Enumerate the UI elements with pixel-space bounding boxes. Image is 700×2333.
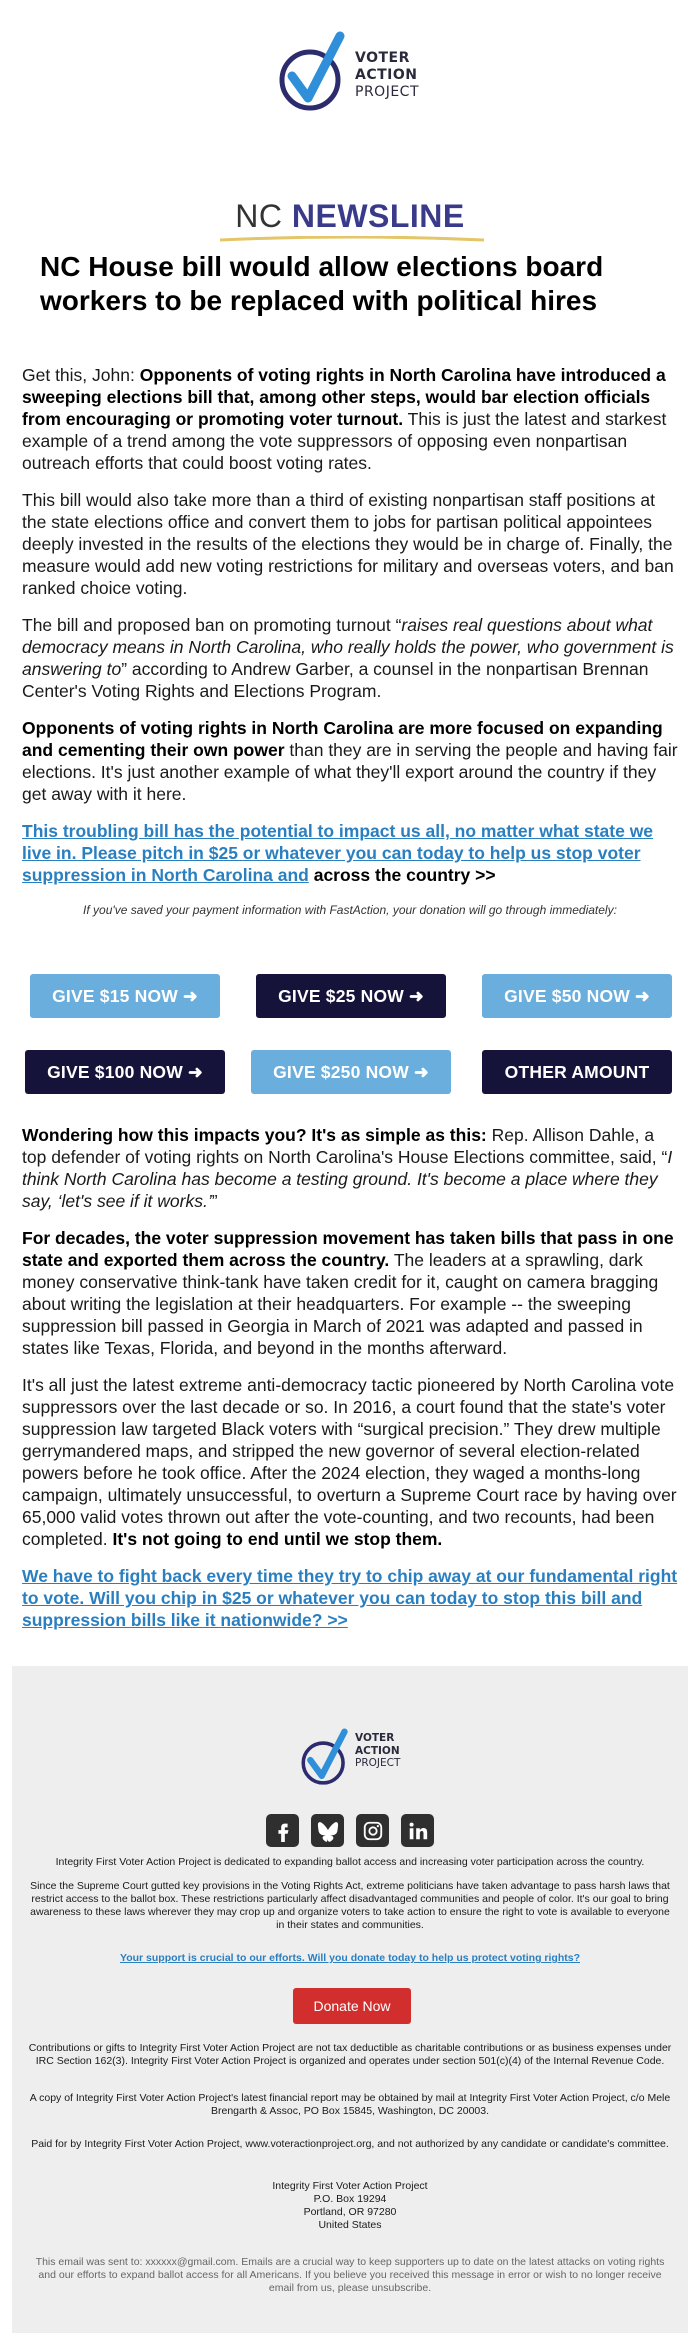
voter-action-project-logo[interactable] bbox=[278, 28, 428, 120]
paragraph-history bbox=[22, 1374, 678, 1550]
fastaction-note: If you've saved your payment information with FastAction, your donation will go through immediately: bbox=[83, 903, 617, 917]
facebook-icon[interactable] bbox=[266, 1814, 299, 1847]
footer-paid-for: Paid for by Integrity First Voter Action Project, www.voteractionproject.org, and not authorized by any candidate or candidate's committee. bbox=[31, 2138, 669, 2150]
logo-line2: ACTION bbox=[355, 67, 418, 83]
decades-text: The leaders at a sprawling, dark money conservative think-tank have taken credit for it, caught on camera bragging about writing the legislation at their headquarters. For example -- the sweeping suppression bill passed in Georgia in March of 2021 was adapted and passed in states like Texas, Florida, and beyond in the months afterward. bbox=[22, 1250, 659, 1358]
donate-now-button[interactable]: Donate Now bbox=[293, 1988, 411, 2024]
give-25-button[interactable]: GIVE $25 NOW ➜ bbox=[256, 974, 446, 1018]
footer-support-link[interactable]: Your support is crucial to our efforts. Will you donate today to help us protect voting rights? bbox=[120, 1952, 580, 1964]
give-250-button[interactable]: GIVE $250 NOW ➜ bbox=[251, 1050, 451, 1094]
decades-bold-text: For decades, the voter suppression movement has taken bills that pass in one state and exported them across the country. bbox=[22, 1228, 674, 1270]
paragraph-power bbox=[22, 717, 678, 805]
footer-logo-line2: ACTION bbox=[355, 1744, 400, 1757]
footer-address-city: Portland, OR 97280 bbox=[303, 2206, 397, 2218]
footer-financial-report: A copy of Integrity First Voter Action Project's latest financial report may be obtained by mail at Integrity First Voter Action Project, c/o Mele Brengarth & Assoc, PO Box 15845, Washington, DC 20003. bbox=[29, 2092, 671, 2117]
paragraph-testing-ground bbox=[22, 1124, 678, 1212]
footer-address-name: Integrity First Voter Action Project bbox=[272, 2180, 428, 2192]
testing-quote-close: ” bbox=[211, 1191, 218, 1211]
paragraph-cta-2 bbox=[22, 1565, 678, 1631]
power-bold-text: Opponents of voting rights in North Carolina are more focused on expanding and cementing their own power bbox=[22, 718, 663, 760]
linkedin-icon[interactable] bbox=[401, 1814, 434, 1847]
testing-text: Rep. Allison Dahle, a top defender of voting rights on North Carolina's House Elections committee, said, “ bbox=[22, 1125, 668, 1167]
newsline-swoosh bbox=[220, 236, 484, 242]
intro-bold-text: Opponents of voting rights in North Carolina have introduced a sweeping elections bill that, among other steps, would bar election officials from encouraging or promoting voter turnout. bbox=[22, 365, 666, 429]
bluesky-icon[interactable] bbox=[311, 1814, 344, 1847]
footer-since: Since the Supreme Court gutted key provisions in the Voting Rights Act, extreme politicians have taken advantage to pass harsh laws that restrict access to the ballot box. These restrictions particularly affect disadvantaged communities and people of color. It's our goal to bring awareness to these laws wherever they may crop up and organize voters to take action to ensure the right to vote is available to everyone in their states and communities. bbox=[30, 1880, 670, 1931]
give-100-button[interactable]: GIVE $100 NOW ➜ bbox=[25, 1050, 225, 1094]
history-bold-text: It's not going to end until we stop them. bbox=[107, 1529, 443, 1549]
footer-address-pobox: P.O. Box 19294 bbox=[313, 2193, 387, 2205]
intro-text: This is just the latest and starkest example of a trend among the vote suppressors of opposing even nonpartisan outreach efforts that could boost voting rates. bbox=[22, 409, 667, 473]
history-text: It's all just the latest extreme anti-democracy tactic pioneered by North Carolina vote suppressors over the last decade or so. In 2016, a court found that the state's voter suppression law targeted Black voters with “surgical precision.” They drew multiple gerrymandered maps, and stripped the new governor of several election-related powers before he took office. After the 2024 election, they waged a months-long campaign, ultimately unsuccessful, to overturn a Supreme Court race by having over 65,000 valid votes thrown out after the vote-counting, and two recounts, had been completed. bbox=[22, 1375, 677, 1549]
other-amount-button[interactable]: OTHER AMOUNT bbox=[482, 1050, 672, 1094]
donate-link-1[interactable]: This troubling bill has the potential to impact us all, no matter what state we live in. Please pitch in $25 or whatever you can today to help us stop voter suppression in North Carolina and bbox=[22, 821, 654, 885]
logo-line3: PROJECT bbox=[355, 84, 419, 100]
paragraph-cta-1 bbox=[22, 820, 678, 886]
paragraph-intro bbox=[22, 364, 678, 474]
social-icons bbox=[266, 1814, 438, 1848]
newsline-header bbox=[0, 198, 700, 235]
footer-checkmark-logo-icon bbox=[300, 1726, 352, 1790]
quote-attribution: ” according to Andrew Garber, a counsel in the nonpartisan Brennan Center's Voting Rights and Elections Program. bbox=[22, 659, 649, 701]
power-text: than they are in serving the people and having fair elections. It's just another example of what they'll export around the country if they get away with it here. bbox=[22, 740, 678, 804]
footer-address-country: United States bbox=[318, 2219, 382, 2231]
footer-logo-line3: PROJECT bbox=[355, 1757, 401, 1769]
greeting-text: Get this, John: bbox=[22, 365, 140, 385]
footer-mission: Integrity First Voter Action Project is dedicated to expanding ballot access and increasing voter participation across the country. bbox=[55, 1856, 645, 1868]
testing-bold-text: Wondering how this impacts you? It's as simple as this: bbox=[22, 1125, 487, 1145]
give-50-button[interactable]: GIVE $50 NOW ➜ bbox=[482, 974, 672, 1018]
footer-logo-line1: VOTER bbox=[355, 1732, 395, 1744]
newsline-name: NEWSLINE bbox=[291, 198, 465, 234]
quote-lead: The bill and proposed ban on promoting turnout “ bbox=[22, 615, 402, 635]
checkmark-logo-icon bbox=[278, 28, 350, 118]
donate-link-2[interactable]: We have to fight back every time they try to chip away at our fundamental right to vote. Will you chip in $25 or whatever you can today to stop this bill and suppression bills like it nationwide? >> bbox=[22, 1566, 678, 1630]
footer-logo[interactable] bbox=[300, 1726, 410, 1790]
quote-italic: raises real questions about what democracy means in North Carolina, who really holds the power, who government is answering to bbox=[22, 615, 674, 679]
paragraph-decades bbox=[22, 1227, 678, 1359]
testing-quote: I think North Carolina has become a testing ground. It's become a place where they say, ‘let's see if it works.’ bbox=[22, 1147, 673, 1211]
paragraph-quote bbox=[22, 614, 678, 702]
instagram-icon[interactable] bbox=[356, 1814, 389, 1847]
logo-line1: VOTER bbox=[355, 50, 410, 66]
footer-sent-to: This email was sent to: xxxxxx@gmail.com. Emails are a crucial way to keep supporters up to date on the latest attacks on voting rights and our efforts to expand ballot access for all Americans. If you believe you received this message in error or wish to no longer receive email from us, please unsubscribe. bbox=[35, 2256, 665, 2294]
headline: NC House bill would allow elections board workers to be replaced with political hires bbox=[40, 251, 604, 316]
give-15-button[interactable]: GIVE $15 NOW ➜ bbox=[30, 974, 220, 1018]
newsline-prefix: NC bbox=[235, 198, 283, 234]
footer-tax-note: Contributions or gifts to Integrity First Voter Action Project are not tax deductible as charitable contributions or as business expenses under IRC Section 162(3). Integrity First Voter Action Project is organized and operates under section 501(c)(4) of the Internal Revenue Code. bbox=[28, 2042, 672, 2067]
paragraph-bill-details: This bill would also take more than a third of existing nonpartisan staff positions at the state elections office and convert them to jobs for partisan political appointees deeply invested in the results of the elections they would be in charge of. Finally, the measure would add new voting restrictions for military and overseas voters, and ban ranked choice voting. bbox=[22, 490, 674, 598]
donate-link-1-tail: across the country >> bbox=[308, 865, 496, 885]
